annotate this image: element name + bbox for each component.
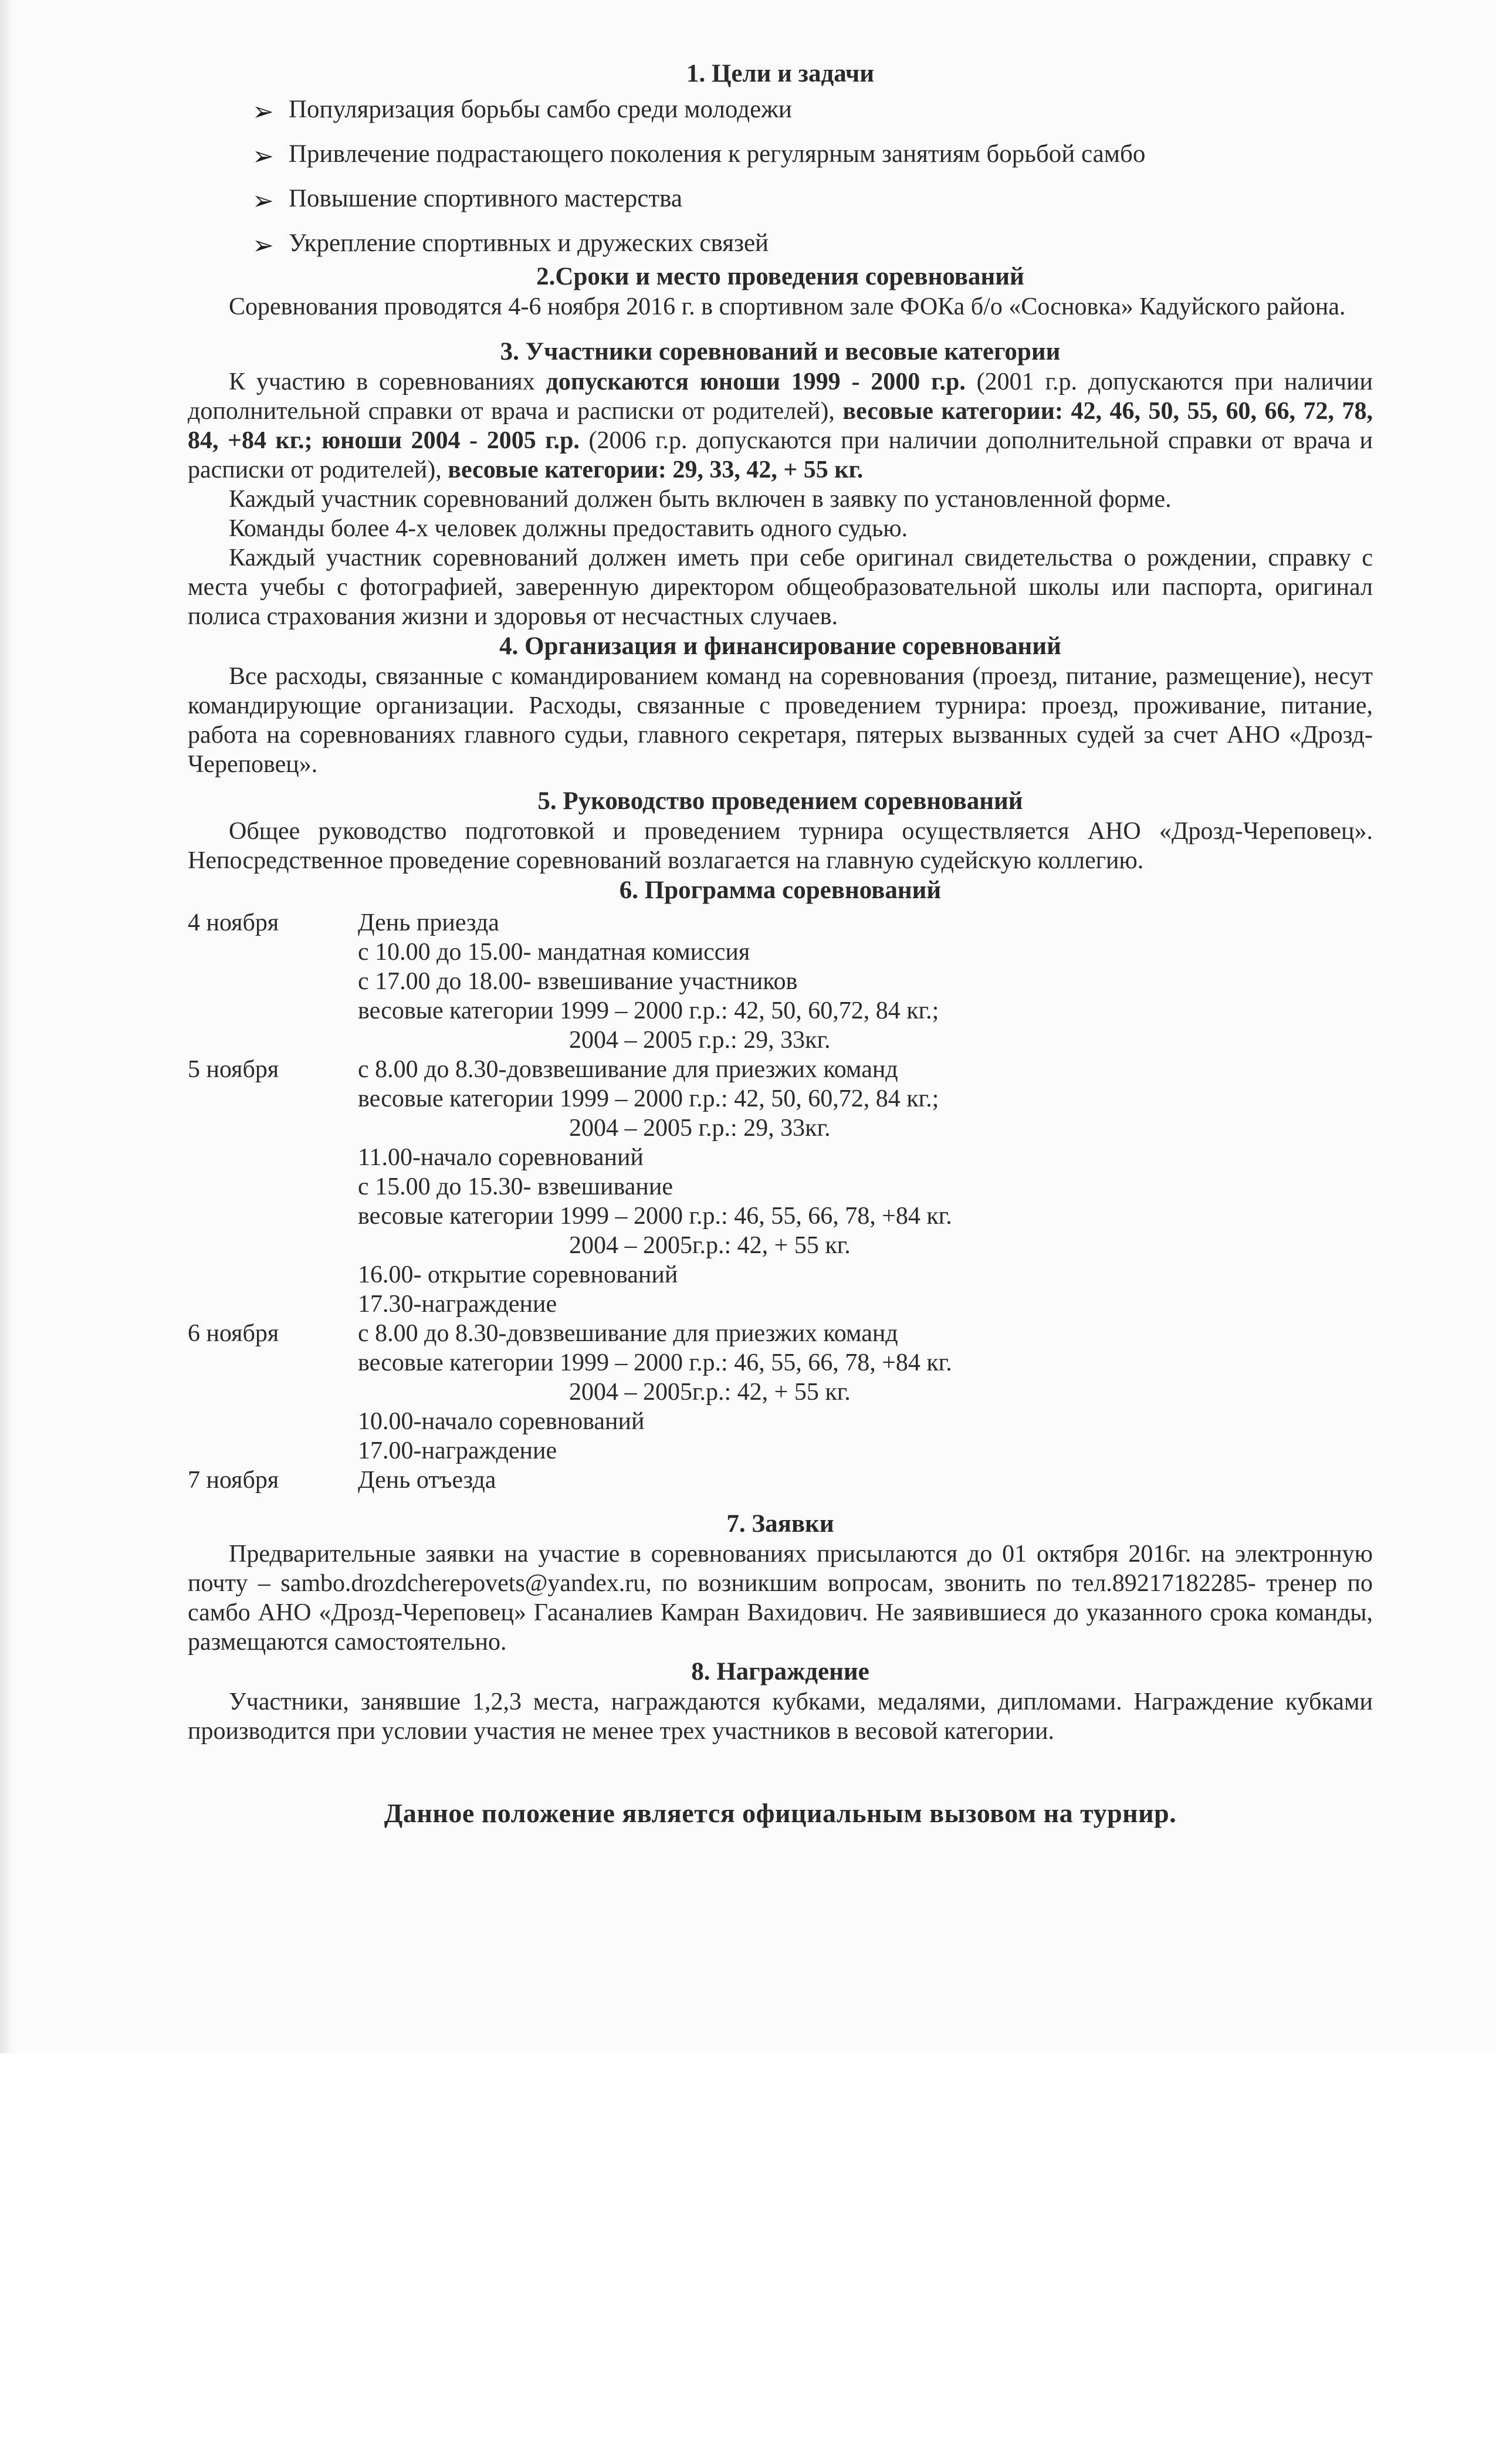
section-3-title: 3. Участники соревнований и весовые категории: [500, 338, 1061, 365]
program-item: 10.00-начало соревнований: [358, 1408, 645, 1435]
section-7-title: 7. Заявки: [726, 1510, 834, 1538]
official-invitation-note: Данное положение является официальным вызовом на турнир.: [384, 1798, 1177, 1828]
section-5-title: 5. Руководство проведением соревнований: [537, 787, 1023, 815]
program-item: весовые категории 1999 – 2000 г.р.: 46, 55, 66, 78, +84 кг.: [358, 1349, 952, 1376]
program-item: 2004 – 2005г.р.: 42, + 55 кг.: [569, 1379, 851, 1406]
program-date: 4 ноября: [188, 909, 279, 936]
section-8-title: 8. Награждение: [691, 1658, 869, 1685]
goal-item: ➢ Укрепление спортивных и дружеских связей: [252, 229, 769, 260]
arrow-bullet-icon: ➢: [252, 142, 274, 171]
section-5-text: Общее руководство подготовкой и проведением турнира осуществляется АНО «Дрозд-Череповец». Непосредственное проведение соревнований возлагается на главную судейскую коллегию.: [188, 818, 1373, 874]
program-item: с 8.00 до 8.30-довзвешивание для приезжих команд: [358, 1056, 898, 1083]
program-day-7: [188, 1465, 1373, 1495]
program-item: 16.00- открытие соревнований: [358, 1261, 678, 1288]
program-item: с 8.00 до 8.30-довзвешивание для приезжих команд: [358, 1320, 898, 1347]
section-2-text: Соревнования проводятся 4-6 ноября 2016 г. в спортивном зале ФОКа б/о «Сосновка» Кадуйского района.: [229, 293, 1346, 320]
section-4-title: 4. Организация и финансирование соревнований: [499, 632, 1061, 660]
program-item: весовые категории 1999 – 2000 г.р.: 42, 50, 60,72, 84 кг.;: [358, 1085, 939, 1112]
goals-list: [252, 95, 1373, 258]
program-day-5: [188, 1055, 1373, 1319]
scan-edge-shadow: [0, 0, 13, 2053]
program-schedule: [188, 908, 1373, 1495]
goal-item: ➢ Привлечение подрастающего поколения к регулярным занятиям борьбой самбо: [252, 140, 1146, 171]
document-body: [188, 59, 1373, 1828]
arrow-bullet-icon: ➢: [252, 231, 274, 260]
section-2-title: 2.Сроки и место проведения соревнований: [536, 263, 1024, 290]
program-item: День отъезда: [358, 1467, 496, 1494]
program-item: День приезда: [358, 909, 499, 936]
program-item: 11.00-начало соревнований: [358, 1144, 644, 1171]
program-day-4: [188, 908, 1373, 1055]
section-6-title: 6. Программа соревнований: [619, 876, 942, 904]
goal-item: ➢ Повышение спортивного мастерства: [252, 185, 682, 215]
program-day-6: [188, 1319, 1373, 1465]
section-3-note-2: Команды более 4-х человек должны предоставить одного судью.: [229, 515, 908, 542]
program-item: 2004 – 2005 г.р.: 29, 33кг.: [569, 1027, 831, 1054]
program-item: 17.00-награждение: [358, 1437, 557, 1464]
section-1-title: 1. Цели и задачи: [686, 60, 875, 87]
program-item: весовые категории 1999 – 2000 г.р.: 42, 50, 60,72, 84 кг.;: [358, 997, 939, 1024]
section-4-text: Все расходы, связанные с командированием команд на соревнования (проезд, питание, размещение), несут командирующие организации. Расходы, связанные с проведением турнира: проезд, проживание, питание, работа на соревнованиях главного судьи, главного секретаря, пятерых вызванных судей за счет АНО «Дрозд-Череповец».: [188, 663, 1373, 778]
section-8-text: Участники, занявшие 1,2,3 места, награждаются кубками, медалями, дипломами. Награждение кубками производится при условии участия не менее трех участников в весовой категории.: [188, 1688, 1373, 1745]
section-3-note-3: Каждый участник соревнований должен иметь при себе оригинал свидетельства о рождении, справку с места учебы с фотографией, заверенную директором общеобразовательной школы или паспорта, оригинал полиса страхования жизни и здоровья от несчастных случаев.: [188, 544, 1373, 630]
program-date: 6 ноября: [188, 1320, 279, 1347]
arrow-bullet-icon: ➢: [252, 97, 274, 126]
section-3-paragraph: К участию в соревнованиях допускаются юноши 1999 - 2000 г.р. (2001 г.р. допускаются при наличии дополнительной справки от врача и расписки от родителей), весовые категории: 42, 46, 50, 55, 60, 66, 72, 78, 84, +84 кг.; юноши 2004 - 2005 г.р. (2006 г.р. допускаются при наличии дополнительной справки от врача и расписки от родителей), весовые категории: 29, 33, 42, + 55 кг.: [188, 368, 1373, 483]
section-7-text: Предварительные заявки на участие в соревнованиях присылаются до 01 октября 2016г. на электронную почту – sambo.drozdcherepovets@yandex.ru, по возникшим вопросам, звонить по тел.89217182285- тренер по самбо АНО «Дрозд-Череповец» Гасаналиев Камран Вахидович. Не заявившиеся до указанного срока команды, размещаются самостоятельно.: [188, 1541, 1373, 1656]
program-item: 2004 – 2005г.р.: 42, + 55 кг.: [569, 1232, 851, 1259]
program-item: с 15.00 до 15.30- взвешивание: [358, 1173, 673, 1200]
program-item: весовые категории 1999 – 2000 г.р.: 46, 55, 66, 78, +84 кг.: [358, 1203, 952, 1230]
arrow-bullet-icon: ➢: [252, 187, 274, 215]
program-item: 17.30-награждение: [358, 1291, 557, 1318]
section-3-note-1: Каждый участник соревнований должен быть включен в заявку по установленной форме.: [229, 486, 1172, 513]
program-item: с 10.00 до 15.00- мандатная комиссия: [358, 939, 750, 966]
program-item: 2004 – 2005 г.р.: 29, 33кг.: [569, 1115, 831, 1142]
goal-item: ➢ Популяризация борьбы самбо среди молодежи: [252, 96, 792, 126]
program-item: с 17.00 до 18.00- взвешивание участников: [358, 968, 798, 995]
program-date: 7 ноября: [188, 1467, 279, 1494]
program-date: 5 ноября: [188, 1056, 279, 1083]
